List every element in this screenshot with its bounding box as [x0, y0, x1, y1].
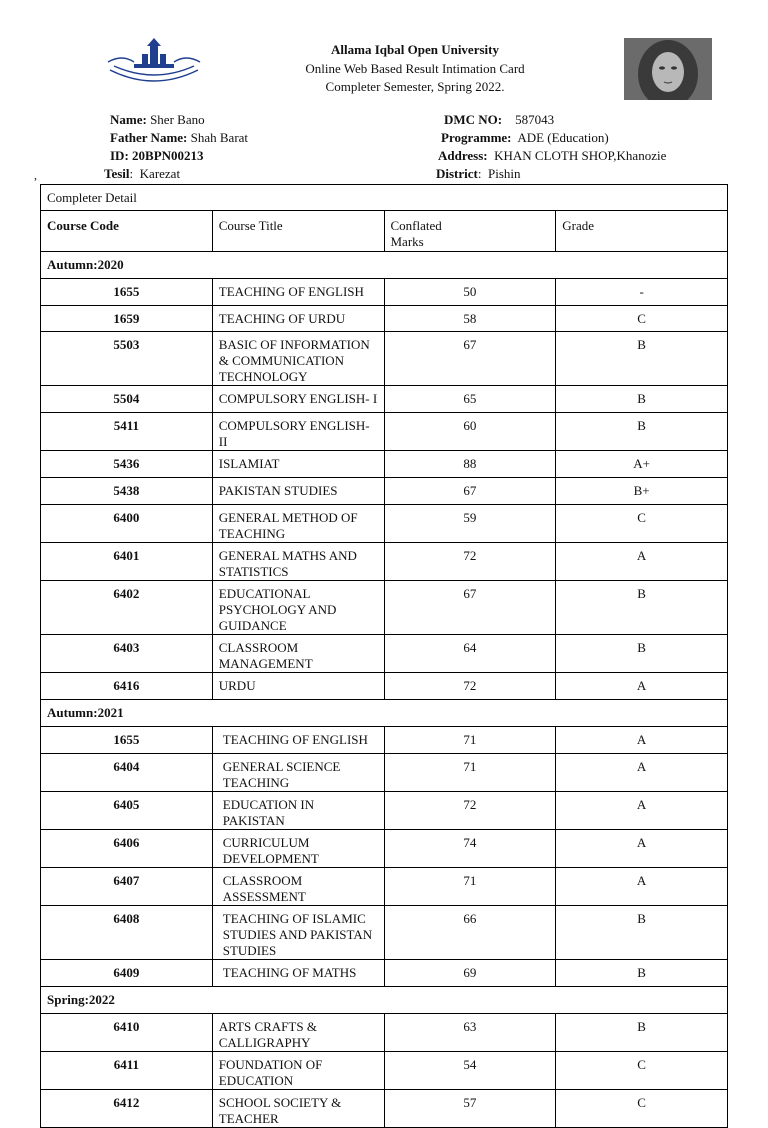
caption-row: [41, 185, 728, 211]
conflated-marks: 54: [384, 1052, 556, 1090]
grade: C: [556, 1052, 728, 1090]
table-row: [41, 543, 728, 581]
address-row: Address: KHAN CLOTH SHOP,Khanozie: [438, 148, 667, 163]
grade: A: [556, 754, 728, 792]
table-row: [41, 1014, 728, 1052]
course-title: URDU: [212, 673, 384, 700]
course-code: 5438: [41, 478, 213, 505]
conflated-marks: 71: [384, 868, 556, 906]
conflated-marks: 59: [384, 505, 556, 543]
table-row: [41, 306, 728, 332]
district-value: Pishin: [488, 166, 521, 181]
course-title: COMPULSORY ENGLISH- II: [212, 413, 384, 451]
course-code: 5436: [41, 451, 213, 478]
semester-label: Autumn:2020: [41, 252, 728, 279]
conflated-marks: 66: [384, 906, 556, 960]
semester-row: [41, 252, 728, 279]
table-row: [41, 830, 728, 868]
course-code: 6408: [41, 906, 213, 960]
course-code: 6403: [41, 635, 213, 673]
course-code: 1655: [41, 727, 213, 754]
table-caption: Completer Detail: [41, 185, 728, 211]
course-title: BASIC OF INFORMATION & COMMUNICATION TECHNOLOGY: [212, 332, 384, 386]
dmc-number: 587043: [515, 112, 555, 127]
course-code: 6410: [41, 1014, 213, 1052]
table-row: [41, 451, 728, 478]
grade: B: [556, 413, 728, 451]
course-title: SCHOOL SOCIETY & TEACHER: [212, 1090, 384, 1128]
university-name: Allama Iqbal Open University: [331, 42, 499, 57]
course-code: 6400: [41, 505, 213, 543]
tesil-row: Tesil: Karezat: [104, 166, 181, 181]
grade: C: [556, 1090, 728, 1128]
course-title: EDUCATIONAL PSYCHOLOGY AND GUIDANCE: [212, 581, 384, 635]
table-row: [41, 960, 728, 987]
grade: B: [556, 386, 728, 413]
header-row: [41, 211, 728, 252]
conflated-marks: 67: [384, 332, 556, 386]
conflated-marks: 72: [384, 792, 556, 830]
table-row: [41, 505, 728, 543]
course-title: FOUNDATION OF EDUCATION: [212, 1052, 384, 1090]
grade: A: [556, 792, 728, 830]
grade: B: [556, 906, 728, 960]
semester-row: [41, 987, 728, 1014]
table-row: [41, 413, 728, 451]
grade: A: [556, 673, 728, 700]
course-title: TEACHING OF ENGLISH: [212, 727, 384, 754]
course-title: TEACHING OF ISLAMIC STUDIES AND PAKISTAN STUDIES: [212, 906, 384, 960]
course-code: 6401: [41, 543, 213, 581]
results-table: [40, 184, 728, 1128]
course-code: 6406: [41, 830, 213, 868]
course-code: 6404: [41, 754, 213, 792]
table-row: [41, 386, 728, 413]
grade: A: [556, 543, 728, 581]
course-title: COMPULSORY ENGLISH- I: [212, 386, 384, 413]
course-title: TEACHING OF MATHS: [212, 960, 384, 987]
grade: -: [556, 279, 728, 306]
conflated-marks: 63: [384, 1014, 556, 1052]
table-row: [41, 754, 728, 792]
conflated-marks: 67: [384, 478, 556, 505]
grade: A: [556, 868, 728, 906]
course-code: 6409: [41, 960, 213, 987]
student-id-row: ID: 20BPN00213: [110, 148, 204, 163]
course-code: 6407: [41, 868, 213, 906]
semester-row: [41, 700, 728, 727]
course-title: CLASSROOM ASSESSMENT: [212, 868, 384, 906]
tesil-value: Karezat: [139, 166, 181, 181]
course-title: PAKISTAN STUDIES: [212, 478, 384, 505]
grade: B: [556, 581, 728, 635]
course-title: ISLAMIAT: [212, 451, 384, 478]
conflated-marks: 88: [384, 451, 556, 478]
table-row: [41, 868, 728, 906]
table-row: [41, 279, 728, 306]
course-code: 5503: [41, 332, 213, 386]
table-row: [41, 792, 728, 830]
table-row: [41, 478, 728, 505]
grade: B: [556, 635, 728, 673]
grade: C: [556, 306, 728, 332]
card-subtitle: Online Web Based Result Intimation Card: [305, 61, 525, 76]
course-code: 6416: [41, 673, 213, 700]
semester-label: Autumn:2021: [41, 700, 728, 727]
conflated-marks: 71: [384, 754, 556, 792]
header-grade: Grade: [556, 211, 728, 252]
father-name: Shah Barat: [190, 130, 249, 145]
course-title: ARTS CRAFTS & CALLIGRAPHY: [212, 1014, 384, 1052]
father-name-row: Father Name: Shah Barat: [110, 130, 249, 145]
grade: B+: [556, 478, 728, 505]
student-name: Sher Bano: [150, 112, 205, 127]
conflated-marks: 72: [384, 543, 556, 581]
table-row: [41, 332, 728, 386]
district-row: District: Pishin: [436, 166, 521, 181]
course-title: GENERAL MATHS AND STATISTICS: [212, 543, 384, 581]
grade: A: [556, 830, 728, 868]
grade: C: [556, 505, 728, 543]
student-photo: [624, 38, 712, 100]
table-row: [41, 581, 728, 635]
course-code: 6411: [41, 1052, 213, 1090]
grade: A+: [556, 451, 728, 478]
course-title: TEACHING OF ENGLISH: [212, 279, 384, 306]
dmc-row: DMC NO: 587043: [444, 112, 555, 127]
conflated-marks: 72: [384, 673, 556, 700]
conflated-marks: 67: [384, 581, 556, 635]
table-row: [41, 727, 728, 754]
header-course-code: Course Code: [41, 211, 213, 252]
course-code: 5504: [41, 386, 213, 413]
conflated-marks: 57: [384, 1090, 556, 1128]
course-code: 6405: [41, 792, 213, 830]
course-code: 6412: [41, 1090, 213, 1128]
course-code: 5411: [41, 413, 213, 451]
table-row: [41, 1090, 728, 1128]
grade: A: [556, 727, 728, 754]
table-row: [41, 906, 728, 960]
conflated-marks: 60: [384, 413, 556, 451]
table-row: [41, 673, 728, 700]
programme-row: Programme: ADE (Education): [441, 130, 609, 145]
course-title: CLASSROOM MANAGEMENT: [212, 635, 384, 673]
grade: B: [556, 1014, 728, 1052]
grade: B: [556, 332, 728, 386]
course-title: TEACHING OF URDU: [212, 306, 384, 332]
header-marks: Conflated Marks: [384, 211, 556, 252]
course-title: CURRICULUM DEVELOPMENT: [212, 830, 384, 868]
course-title: GENERAL METHOD OF TEACHING: [212, 505, 384, 543]
programme-value: ADE (Education): [517, 130, 609, 145]
course-code: 1659: [41, 306, 213, 332]
table-row: [41, 1052, 728, 1090]
conflated-marks: 71: [384, 727, 556, 754]
student-id: 20BPN00213: [132, 148, 204, 163]
conflated-marks: 50: [384, 279, 556, 306]
semester-title: Completer Semester, Spring 2022.: [325, 79, 505, 94]
conflated-marks: 64: [384, 635, 556, 673]
conflated-marks: 58: [384, 306, 556, 332]
conflated-marks: 74: [384, 830, 556, 868]
course-title: GENERAL SCIENCE TEACHING: [212, 754, 384, 792]
grade: B: [556, 960, 728, 987]
course-code: 1655: [41, 279, 213, 306]
course-title: EDUCATION IN PAKISTAN: [212, 792, 384, 830]
stray-mark: ,: [34, 168, 37, 182]
conflated-marks: 69: [384, 960, 556, 987]
student-name-row: Name: Sher Bano: [110, 112, 205, 127]
university-logo: [104, 36, 204, 90]
course-code: 6402: [41, 581, 213, 635]
address-value: KHAN CLOTH SHOP,Khanozie: [494, 148, 667, 163]
semester-label: Spring:2022: [41, 987, 728, 1014]
table-row: [41, 635, 728, 673]
conflated-marks: 65: [384, 386, 556, 413]
header-course-title: Course Title: [212, 211, 384, 252]
